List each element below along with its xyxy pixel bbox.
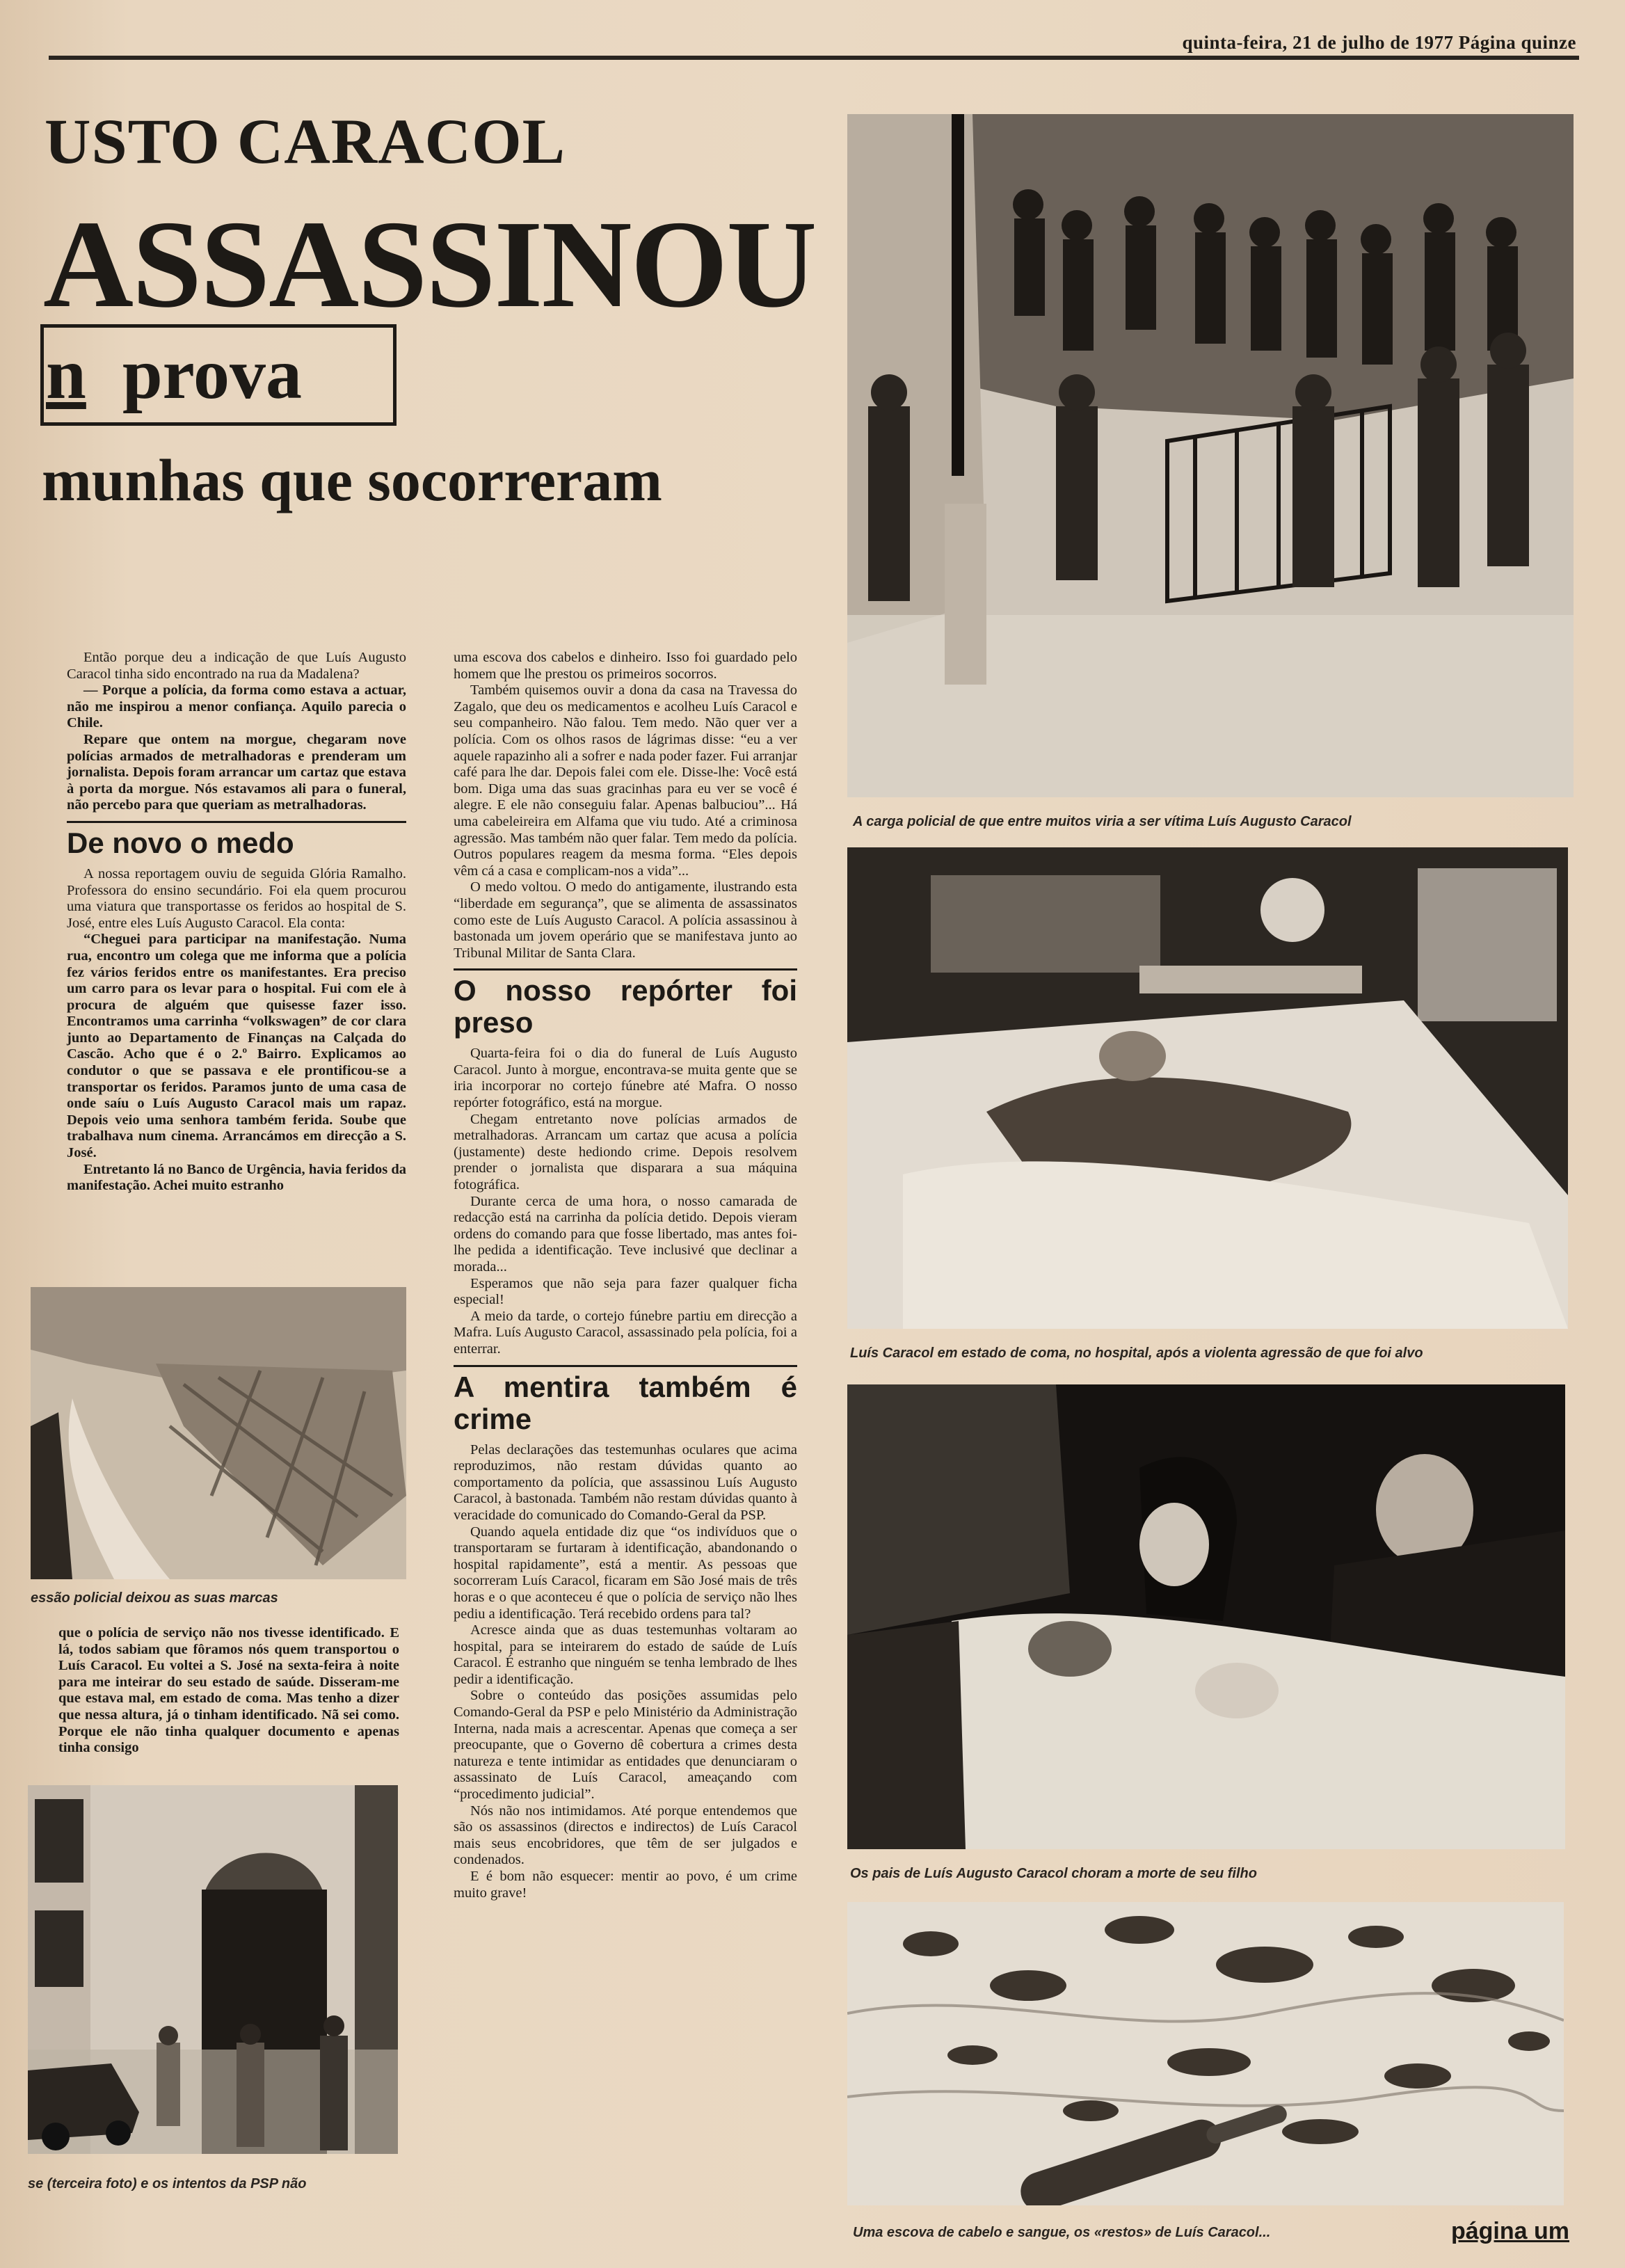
- paragraph: “Cheguei para participar na manifestação. Numa rua, encontro um colega que me informa que a polícia fez vários feridos entre os manifestantes. Era preciso um carro para os levar para o hospital. Fui com ele à procura de alguém que quisesse fazer isso. Encontramos uma carrinha “volkswagen” de cor clara junto ao Departamento de Finanças na Calçada do Cascão. Acho que é o 2.º Bairro. Explicamos ao condutor o que se passava e ele prontificou-se a transportar os feridos. Paramos junto de uma casa de onde saíu o Luís Augusto Caracol mais um rapaz. Depois veio uma senhora também ferida. Soube que trabalhava num cinema. Arrancámos em direcção a S. José.: [67, 932, 406, 1161]
- caption-police-charge: A carga policial de que entre muitos viria a ser vítima Luís Augusto Caracol: [853, 814, 1352, 829]
- prova-prefix: n: [46, 334, 86, 414]
- paragraph: Então porque deu a indicação de que Luís Augusto Caracol tinha sido encontrado na rua da Madalena?: [67, 650, 406, 682]
- prova-line: [46, 333, 302, 415]
- paragraph: Pelas declarações das testemunhas oculares que acima reproduzimos, não restam dúvidas quanto ao comportamento da polícia, que assassinou Luís Augusto Caracol, à bastonada. Também não restam dúvidas quanto à veracidade do comunicado do Comando-Geral da PSP.: [454, 1442, 797, 1523]
- paragraph: Acresce ainda que as duas testemunhas voltaram ao hospital, para se inteirarem do estado de saúde de Luís Caracol. É estranho que ninguém se tenha lembrado de lhes pedir a identificação.: [454, 1622, 797, 1687]
- paragraph: Esperamos que não seja para fazer qualquer ficha especial!: [454, 1275, 797, 1308]
- caption-left-bottom: se (terceira foto) e os intentos da PSP não: [28, 2176, 307, 2191]
- subheading-a-mentira-tambem-e-crime: A mentira também é crime: [454, 1365, 797, 1435]
- headline: ASSASSINOU: [43, 195, 816, 333]
- caption-hospital-coma: Luís Caracol em estado de coma, no hospital, após a violenta agressão de que foi alvo: [850, 1345, 1423, 1361]
- photo-hospital-entrance: [28, 1785, 398, 2154]
- caption-left-mid: essão policial deixou as suas marcas: [31, 1590, 278, 1606]
- paragraph: Entretanto lá no Banco de Urgência, havia feridos da manifestação. Achei muito estranho: [67, 1161, 406, 1194]
- paragraph: Repare que ontem na morgue, chegaram nove polícias armados de metralhadoras e prenderam um jornalista. Depois foram arrancar um cartaz que estava à porta da morgue. Nós estavamos ali para o funeral, não percebo para que queriam as metralhadoras.: [67, 731, 406, 813]
- paragraph: Quarta-feira foi o dia do funeral de Luís Augusto Caracol. Junto à morgue, encontrava-se muita gente que se iria incorporar no cortejo fúnebre até Mafra. O nosso repórter fotográfico, está na morgue.: [454, 1046, 797, 1111]
- paragraph: Nós não nos intimidamos. Até porque entendemos que são os assassinos (directos e indirectos) de Luís Caracol mais seus encobridores, que têm de ser julgados e condenados.: [454, 1803, 797, 1868]
- paragraph: A meio da tarde, o cortejo fúnebre partiu em direcção a Mafra. Luís Augusto Caracol, assassinado pela polícia, foi a enterrar.: [454, 1308, 797, 1357]
- column-2: [454, 650, 797, 1901]
- footer-page-label: página um: [1450, 2218, 1569, 2244]
- paragraph: — Porque a polícia, da forma como estava a actuar, não me inspirou a menor confiança. Aquilo parecia o Chile.: [67, 682, 406, 731]
- top-rule: [49, 56, 1579, 60]
- caption-hairbrush: Uma escova de cabelo e sangue, os «restos» de Luís Caracol...: [853, 2225, 1271, 2240]
- photo-police-charge: [847, 114, 1574, 797]
- photo-hairbrush-blood: [847, 1902, 1564, 2205]
- subheading-de-novo-o-medo: De novo o medo: [67, 821, 406, 859]
- paragraph: uma escova dos cabelos e dinheiro. Isso foi guardado pelo homem que lhe prestou os primeiros socorros.: [454, 650, 797, 682]
- deck: munhas que socorreram: [42, 447, 662, 513]
- paragraph: Sobre o conteúdo das posições assumidas pelo Comando-Geral da PSP e pelo Ministério da Administração Interna, nada mais a acrescentar. Apenas que começa a ser preocupante, que o Governo dê cobertura a crimes desta natureza e tente intimidar as entidades que denunciaram o assassinato de Luís Caracol, ameaçando com “procedimento judicial”.: [454, 1688, 797, 1803]
- prova-word: prova: [122, 334, 302, 414]
- paragraph: Durante cerca de uma hora, o nosso camarada de redacção está na carrinha da polícia detido. Depois vieram ordens do comando para que fosse libertado, mas antes foi-lhe pedida a identificação. Teve inclusivé que declinar a morada...: [454, 1193, 797, 1275]
- paragraph: E é bom não esquecer: mentir ao povo, é um crime muito grave!: [454, 1869, 797, 1901]
- paragraph: Também quisemos ouvir a dona da casa na Travessa do Zagalo, que deu os medicamentos e acolheu Luís Caracol e seu companheiro. Não falou. Tem medo. Não quer ver a polícia. Com os olhos rasos de lágrimas disse: “eu a ver aquele rapazinho ali a sofrer e nada poder fazer. Fui arranjar café para lhe dar. Depois falei com ele. Disse-lhe: Você está bom. Diga uma das suas gracinhas para eu ver se você é alegre. E ele não conseguiu falar. Apenas balbuciou”... Há uma cabeleireira em Alfama que viu tudo. Até a criminosa agressão. Mas também não quer falar. Tem medo da polícia. Outros populares reagem da mesma forma. “Eles depois vêm cá a casa e complicam-nos a vida”...: [454, 682, 797, 879]
- paragraph: O medo voltou. O medo do antigamente, ilustrando esta “liberdade em segurança”, que se alimenta de assassinatos como este de Luís Augusto Caracol. A polícia assassinou à bastonada um jovem operário que se manifestava junto ao Tribunal Militar de Santa Clara.: [454, 879, 797, 961]
- column-1: [67, 650, 406, 1195]
- paragraph: A nossa reportagem ouviu de seguida Glória Ramalho. Professora do ensino secundário. Foi ela quem procurou uma viatura que transportasse os feridos ao hospital de S. José, entre eles Luís Augusto Caracol. Ela conta:: [67, 865, 406, 931]
- paragraph: que o polícia de serviço não nos tivesse identificado. E lá, todos sabiam que fôramos nós quem transportou o Luís Caracol. Eu voltei a S. José na sexta-feira à noite para me inteirar do seu estado de saúde. Disseram-me que estava mal, em estado de coma. Mas tenho a dizer que nessa altura, já o tinham identificado. Nã sei como. Porque ele não tinha qualquer documento e apenas tinha consigo: [58, 1625, 399, 1756]
- caption-parents-mourning: Os pais de Luís Augusto Caracol choram a morte de seu filho: [850, 1866, 1257, 1881]
- photo-parents-mourning: [847, 1384, 1565, 1849]
- paragraph: Chegam entretanto nove polícias armados de metralhadoras. Arrancam um cartaz que acusa a polícia (justamente) deste hediondo crime. Depois resolvem prender o jornalista que disparara a sua máquina fotográfica.: [454, 1111, 797, 1193]
- dateline: quinta-feira, 21 de julho de 1977 Página quinze: [1182, 32, 1576, 53]
- paragraph: Quando aquela entidade diz que “os indivíduos que o transportaram se furtaram à identificação, abandonando o hospital rapidamente”, está a mentir. As pessoas que socorreram Luís Caracol, ficaram em São José mais de três horas e o que aconteceu é que o polícia de serviço não lhes pediu a identificação. Terá recebido ordens para tal?: [454, 1524, 797, 1622]
- kicker: USTO CARACOL: [45, 106, 566, 177]
- column-1-continued: [58, 1625, 399, 1757]
- photo-skirt: [31, 1287, 406, 1579]
- photo-hospital-coma: [847, 847, 1568, 1329]
- subheading-o-nosso-reporter-foi-preso: O nosso repórter foi preso: [454, 968, 797, 1039]
